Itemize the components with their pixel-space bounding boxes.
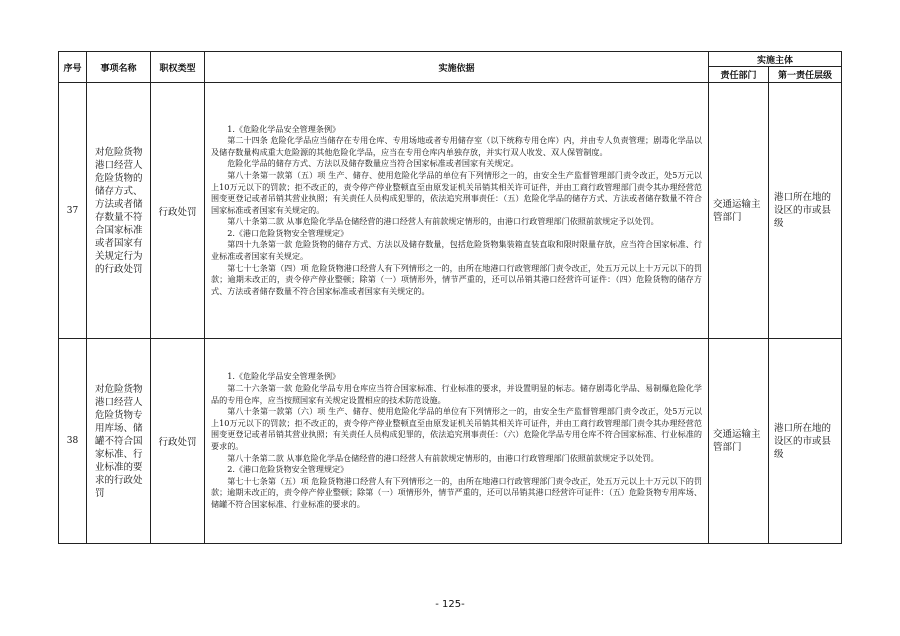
law-enforcement-table [58,51,842,544]
basis-line: 第八十条第二款 从事危险化学品仓储经营的港口经营人有前款规定情形的，由港口行政管理部门依照前款规定予以处罚。 [227,216,659,227]
basis-line: 第七十七条第（四）项 危险货物港口经营人有下列情形之一的，由所在地港口行政管理部门责令改正，处五万元以上十万元以下的罚款；逾期未改正的，责令停产停业整顿；除第（一）项情形外，情节严重的，还可以吊销其港口经营许可证件：（四）危险货物的储存方式、方法或者储存数量不符合国家标准或者国家有关规定的。 [211,262,702,296]
basis-line: 1.《危险化学品安全管理条例》 [227,371,341,382]
header-no: 序号 [59,52,87,83]
basis-line: 2.《港口危险货物安全管理规定》 [227,227,349,238]
row-type: 行政处罚 [151,339,205,544]
table-row [59,83,842,339]
row-name: 对危险货物港口经营人危险货物的储存方式、方法或者储存数量不符合国家标准或者国家有关规定行为的行政处罚 [87,83,151,339]
header-basis: 实施依据 [205,52,709,83]
table-row [59,339,842,544]
row-level: 港口所在地的设区的市或县级 [769,339,842,544]
row-basis [205,339,709,544]
basis-line: 第八十条第一款第（五）项 生产、储存、使用危险化学品的单位有下列情形之一的，由安全生产监督管理部门责令改正，处5万元以上10万元以下的罚款；拒不改正的，责令停产停业整顿直至由原发证机关吊销其相关许可证件，并由工商行政管理部门责令其办理经营范围变更登记或者吊销其营业执照；有关责任人员构成犯罪的，依法追究刑事责任：（五）危险化学品的储存方式、方法或者储存数量不符合国家标准或者国家有关规定的。 [211,169,702,215]
header-name: 事项名称 [87,52,151,83]
page-number: - 125- [435,599,465,610]
basis-line: 第八十条第一款第（六）项 生产、储存、使用危险化学品的单位有下列情形之一的，由安全生产监督管理部门责令改正，处5万元以上10万元以下的罚款；拒不改正的，责令停产停业整顿直至由原发证机关吊销其相关许可证件，并由工商行政管理部门责令其办理经营范围变更登记或者吊销其营业执照；有关责任人员构成犯罪的，依法追究刑事责任：（六）危险化学品专用仓库不符合国家标准、行业标准的要求的。 [211,406,702,451]
row-dept: 交通运输主管部门 [709,83,769,339]
basis-line: 第二十四条 危险化学品应当储存在专用仓库、专用场地或者专用储存室（以下统称专用仓库）内，并由专人负责管理；剧毒化学品以及储存数量构成重大危险源的其他危险化学品，应当在专用仓库内单独存放，并实行双人收发、双人保管制度。 [211,135,702,157]
row-basis [205,83,709,339]
basis-line: 第七十七条第（五）项 危险货物港口经营人有下列情形之一的，由所在地港口行政管理部门责令改正，处五万元以上十万元以下的罚款；逾期未改正的，责令停产停业整顿；除第（一）项情形外，情节严重的，还可以吊销其港口经营许可证件：（五）危险货物专用库场、储罐不符合国家标准、行业标准的要求的。 [211,475,702,509]
row-type: 行政处罚 [151,83,205,339]
row-name: 对危险货物港口经营人危险货物专用库场、储罐不符合国家标准、行业标准的要求的行政处罚 [87,339,151,544]
row-dept: 交通运输主管部门 [709,339,769,544]
header-subject: 实施主体 [709,52,842,67]
header-dept: 责任部门 [709,67,769,83]
basis-line: 危险化学品的储存方式、方法以及储存数量应当符合国家标准或者国家有关规定。 [227,158,519,169]
basis-line: 第四十九条第一款 危险货物的储存方式、方法以及储存数量，包括危险货物集装箱直装直取和限时限量存放，应当符合国家标准、行业标准或者国家有关规定。 [211,239,702,262]
basis-line: 2.《港口危险货物安全管理规定》 [227,464,349,475]
basis-line: 第二十六条第一款 危险化学品专用仓库应当符合国家标准、行业标准的要求，并设置明显的标志。储存剧毒化学品、易制爆危险化学品的专用仓库，应当按照国家有关规定设置相应的技术防范设施。 [211,383,702,405]
header-level: 第一责任层级 [769,67,842,83]
row-no: 38 [59,339,87,544]
header-type: 职权类型 [151,52,205,83]
basis-line: 第八十条第二款 从事危险化学品仓储经营的港口经营人有前款规定情形的，由港口行政管理部门依照前款规定予以处罚。 [227,452,659,463]
row-no: 37 [59,83,87,339]
row-level: 港口所在地的设区的市或县级 [769,83,842,339]
basis-line: 1.《危险化学品安全管理条例》 [227,123,341,134]
